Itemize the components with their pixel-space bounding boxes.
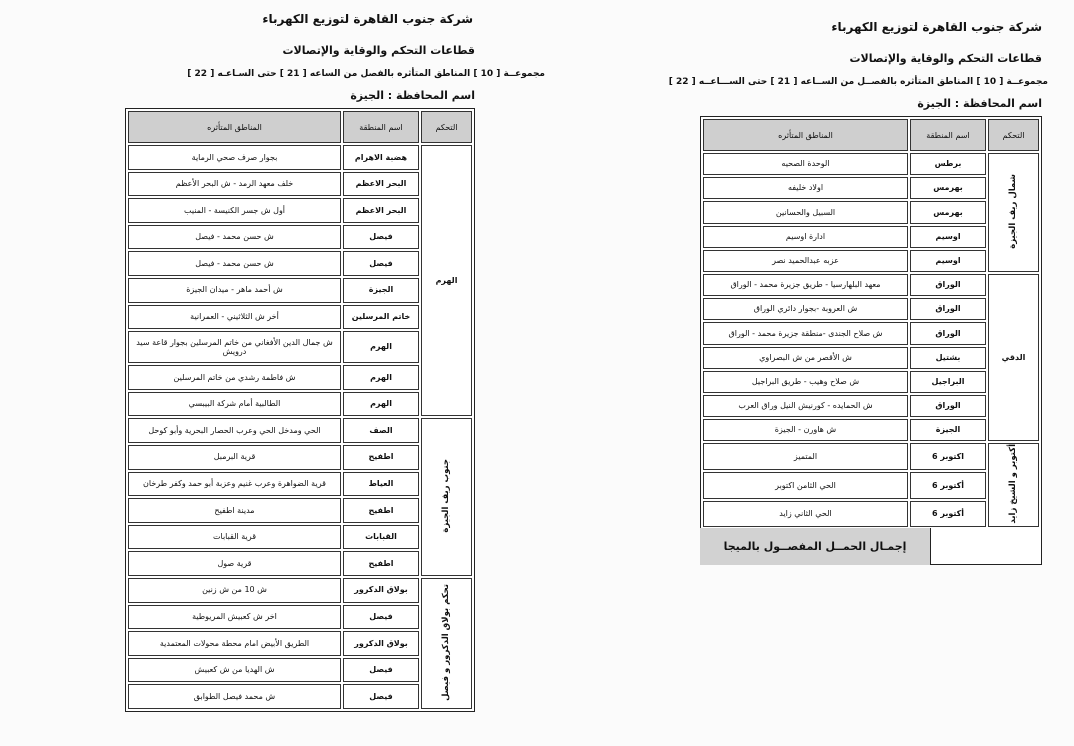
region-cell: فيصل [343,225,419,250]
outage-table [125,108,475,712]
area-cell: ش 10 من ش زنين [128,578,341,603]
region-cell: اوسيم [910,250,986,272]
area-cell: المتميز [703,443,908,470]
header-region: اسم المنطقة [343,111,419,143]
region-cell: اوسيم [910,226,986,248]
area-cell: السبيل والحسانين [703,201,908,223]
area-cell: الوحدة الصحيه [703,153,908,175]
governorate-label: اسم المحافظة : الجيزة [917,97,1042,110]
area-cell: بجوار صرف صحي الرماية [128,145,341,170]
area-cell: ش صلاح وهيب - طريق البراجيل [703,371,908,393]
area-cell: عزبه عبدالحميد نصر [703,250,908,272]
region-cell: الصف [343,418,419,443]
area-cell: الطالبية أمام شركة البيبسي [128,392,341,417]
control-cell [421,145,472,416]
table-row [703,443,1039,470]
area-cell: ش الهديا من ش كعبيش [128,658,341,683]
region-cell: بولاق الدكرور [343,578,419,603]
area-cell: ادارة اوسيم [703,226,908,248]
area-cell: مدينة اطفيح [128,498,341,523]
area-cell: ش هاورن - الجيزة [703,419,908,441]
footer-blank-cell [931,528,1042,565]
footer-table [700,528,1042,565]
area-cell: ش جمال الدين الأفغاني من خاتم المرسلين بجوار قاعة سيد درويش [128,331,341,363]
control-label: جنوب ريف الجيزة [441,459,452,533]
table-row [703,153,1039,175]
right-page [668,20,1048,565]
table-row [703,274,1039,296]
area-cell: قرية صول [128,551,341,576]
region-cell: البراجيل [910,371,986,393]
header-areas: المناطق المتأثره [703,119,908,151]
area-cell: ش الأقصر من ش البصراوي [703,347,908,369]
area-cell: اخر ش كعبيش المريوطية [128,605,341,630]
area-cell: ش فاطمة رشدي من خاتم المرسلين [128,365,341,390]
table-row [128,145,472,170]
region-cell: اطفيح [343,498,419,523]
header-region: اسم المنطقة [910,119,986,151]
region-cell: فيصل [343,658,419,683]
area-cell: ش أحمد ماهر - ميدان الجيزة [128,278,341,303]
company-title: شركة جنوب القاهرة لتوزيع الكهرباء [262,12,473,26]
company-title: شركة جنوب القاهرة لتوزيع الكهرباء [831,20,1042,34]
region-cell: الوراق [910,298,986,320]
control-cell [421,418,472,576]
group-line: مجموعــة [ 10 ] المناطق المتأثره بالفصل من الساعه [ 21 ] حتى السـاعـه [ 22 ] [187,69,545,79]
area-cell: الحي الثاني زايد [703,501,908,528]
region-cell: اطفيح [343,551,419,576]
region-cell: هضبة الاهرام [343,145,419,170]
area-cell: الطريق الأبيض امام محطة محولات المعتمدية [128,631,341,656]
area-cell: معهد البلهارسيا - طريق جزيرة محمد - الوراق [703,274,908,296]
region-cell: فيصل [343,251,419,276]
area-cell: الحي الثامن اكتوبر [703,472,908,499]
area-cell: الحي ومدخل الحي وعرب الحصار البحرية وأبو كوحل [128,418,341,443]
header-control: التحكم [988,119,1039,151]
header-control: التحكم [421,111,472,143]
region-cell: البحر الاعظم [343,198,419,223]
area-cell: ش الحمايده - كورنيش النيل وراق العرب [703,395,908,417]
control-label: شمال ريف الجيزة [1008,173,1019,249]
table-row [128,578,472,603]
area-cell: ش محمد فيصل الطوابق [128,684,341,709]
control-cell [421,578,472,709]
area-cell: خلف معهد الرمد - ش البحر الأعظم [128,172,341,197]
table-row [128,418,472,443]
region-cell: القبابات [343,525,419,550]
region-cell: اطفيح [343,445,419,470]
area-cell: ش صلاح الجندى -منطقة جزيرة محمد - الوراق [703,322,908,344]
region-cell: بولاق الدكرور [343,631,419,656]
region-cell: أكتوبر 6 [910,501,986,528]
region-cell: بشتيل [910,347,986,369]
region-cell: الهرم [343,392,419,417]
region-cell: خاتم المرسلين [343,305,419,330]
area-cell: ش حسن محمد - فيصل [128,251,341,276]
group-line: مجموعــة [ 10 ] المناطق المتأثره بالفصــل من الســاعه [ 21 ] حتى الســـاعــه [ 22 ] [668,77,1048,87]
area-cell: ش العروبة -بجوار دائري الوراق [703,298,908,320]
region-cell: البحر الاعظم [343,172,419,197]
control-label: الهرم [435,275,458,285]
control-label: تحكم بولاق الدكرور و فيصل [441,583,452,701]
sector-title: قطاعات التحكم والوقاية والإتصالات [849,52,1042,65]
header-areas: المناطق المتأثره [128,111,341,143]
region-cell: فيصل [343,684,419,709]
area-cell: قرية القبابات [128,525,341,550]
sector-title: قطاعات التحكم والوقاية والإتصالات [282,44,475,57]
left-page [125,12,545,712]
area-cell: ش حسن محمد - فيصل [128,225,341,250]
region-cell: بهرمس [910,177,986,199]
area-cell: اولاد خليفه [703,177,908,199]
region-cell: الهرم [343,331,419,363]
outage-table [700,116,1042,530]
control-cell [988,443,1039,527]
region-cell: الهرم [343,365,419,390]
region-cell: بهرمس [910,201,986,223]
region-cell: الجيزة [343,278,419,303]
region-cell: الوراق [910,395,986,417]
control-cell [988,153,1039,272]
region-cell: اكتوبر 6 [910,443,986,470]
region-cell: فيصل [343,605,419,630]
region-cell: العياط [343,472,419,497]
area-cell: أخر ش الثلاثيني - العمرانية [128,305,341,330]
control-label: أكتوبر و الشيخ زايد [1008,444,1019,524]
region-cell: الوراق [910,322,986,344]
area-cell: قرية البرمبل [128,445,341,470]
region-cell: أكتوبر 6 [910,472,986,499]
area-cell: قرية الضواهرة وعرب غنيم وعزبة أبو حمد وكفر طرخان [128,472,341,497]
governorate-label: اسم المحافظة : الجيزة [350,89,475,102]
region-cell: برطس [910,153,986,175]
area-cell: أول ش جسر الكنيسة - المنيب [128,198,341,223]
region-cell: الوراق [910,274,986,296]
region-cell: الجيزة [910,419,986,441]
control-label: الدقي [1001,352,1026,362]
total-load-label: إجمـال الحمــل المفصــول بالميجا [700,528,931,565]
control-cell [988,274,1039,441]
